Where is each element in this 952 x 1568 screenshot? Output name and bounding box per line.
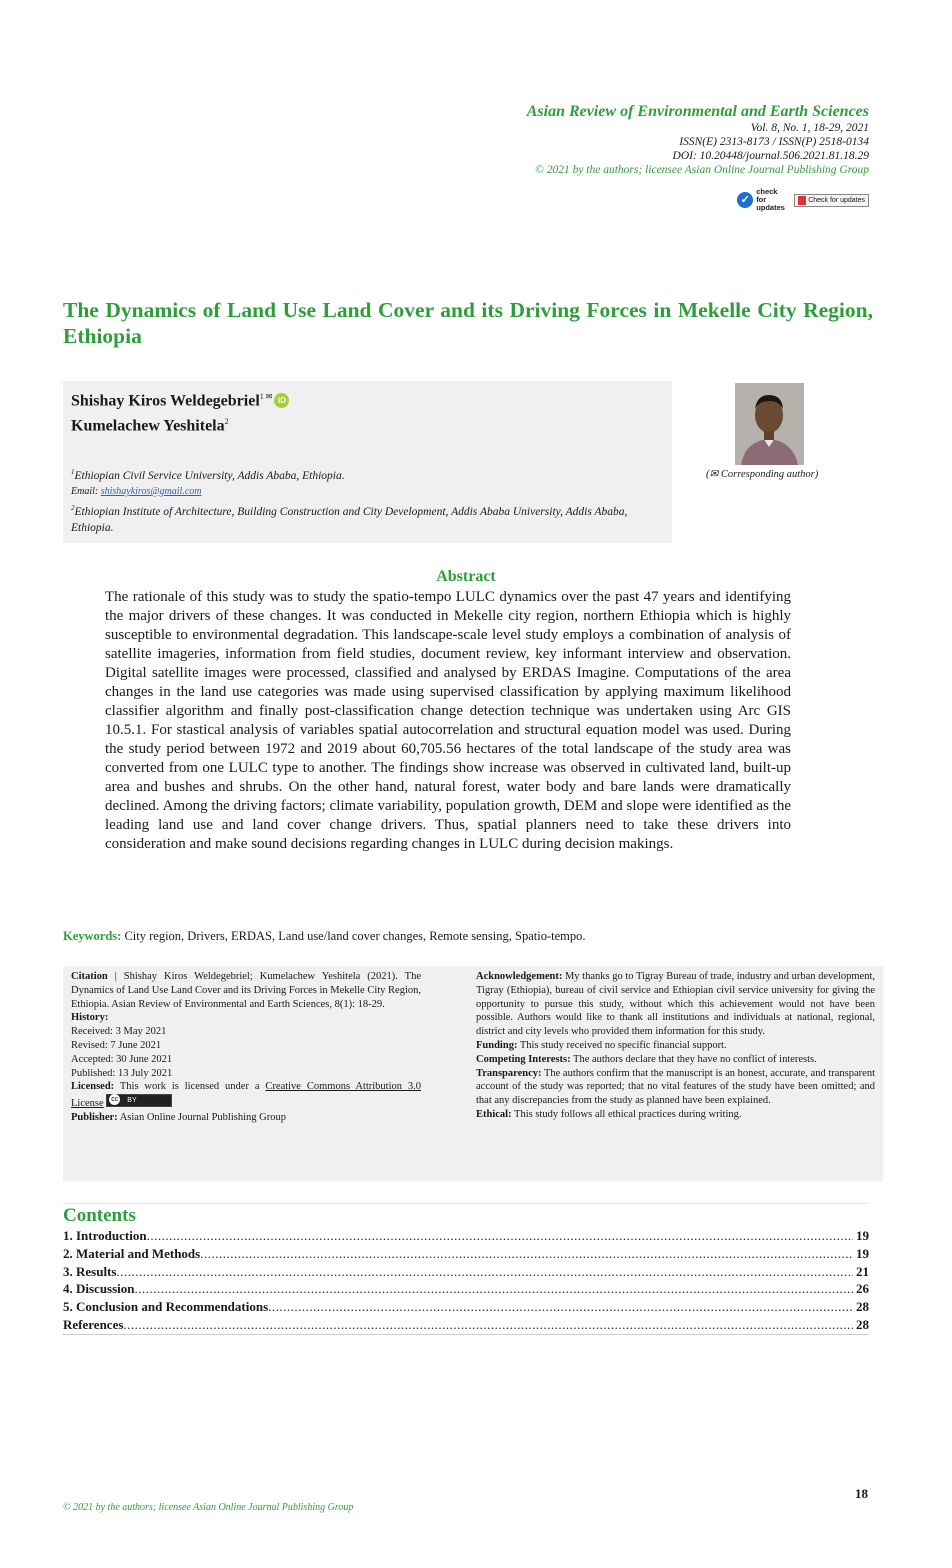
- license: Licensed: This work is licensed under a Creative Commons Attribution 3.0 License cc BY: [71, 1080, 421, 1111]
- article-title: The Dynamics of Land Use Land Cover and its Driving Forces in Mekelle City Region, Ethiopia: [63, 298, 873, 348]
- keywords-text: City region, Drivers, ERDAS, Land use/land cover changes, Remote sensing, Spatio-tempo.: [124, 929, 586, 943]
- contents-heading: Contents: [63, 1205, 136, 1226]
- check-for-updates-button[interactable]: [794, 194, 869, 207]
- orcid-icon[interactable]: iD: [274, 393, 289, 408]
- author-1: [71, 386, 289, 411]
- check-for-updates-badge[interactable]: [737, 188, 788, 212]
- check-updates-button-text: Check for updates: [808, 196, 865, 204]
- contents-bottom-divider: [63, 1334, 869, 1335]
- journal-issn: ISSN(E) 2313-8173 / ISSN(P) 2518-0134: [679, 136, 869, 148]
- author-name: Shishay Kiros Weldegebriel: [71, 392, 260, 410]
- toc-item-conclusion[interactable]: 5. Conclusion and Recommendations ..... 28: [63, 1299, 869, 1317]
- affiliation-2: $^2$Ethiopian Institute of Architecture, Building Construction and City Development, Addis Ababa University, Addis Ababa, Ethiopia.: [71, 503, 628, 534]
- page-number: 18: [855, 1486, 868, 1501]
- author-2: [71, 411, 289, 436]
- keywords-label: Keywords:: [63, 929, 122, 943]
- accepted-date: Accepted: 30 June 2021: [71, 1053, 173, 1065]
- author-sup: 2: [224, 417, 229, 427]
- license-link[interactable]: Creative Commons Attribution 3.0 License: [71, 1081, 422, 1110]
- journal-header: [269, 103, 869, 177]
- affiliation-1: $^1$Ethiopian Civil Service University, Addis Ababa, Ethiopia.: [71, 468, 345, 482]
- journal-volume: Vol. 8, No. 1, 18-29, 2021: [750, 122, 869, 134]
- toc-item-methods[interactable]: 2. Material and Methods ..... 19: [63, 1246, 869, 1264]
- corresponding-author-note: (✉ Corresponding author): [706, 469, 819, 480]
- journal-license-line: © 2021 by the authors; licensee Asian Online Journal Publishing Group: [535, 164, 869, 176]
- affiliations: [71, 464, 667, 536]
- author-email: Email: shishaykiros@gmail.com: [71, 485, 202, 497]
- toc-item-results[interactable]: 3. Results ..... 21: [63, 1264, 869, 1282]
- citation: Citation | Shishay Kiros Weldegebriel; Kumelachew Yeshitela (2021). The Dynamics of Land Use Land Cover and its Driving Forces in Mekelle City Region, Ethiopia. Asian Review of Environmental and Earth Sciences, 8(1): 18-29.: [71, 971, 421, 1010]
- check-icon: ✓: [737, 192, 753, 208]
- author-sup: 1 ✉: [259, 392, 273, 401]
- journal-name: Asian Review of Environmental and Earth Sciences: [526, 103, 869, 120]
- article-info-right: [476, 970, 875, 1122]
- contents-top-divider: [63, 1203, 869, 1204]
- abstract-heading: Abstract: [436, 568, 496, 585]
- author-photo: [735, 383, 804, 465]
- article-info-left: [71, 970, 421, 1125]
- email-link[interactable]: shishaykiros@gmail.com: [100, 485, 202, 497]
- ethical: Ethical: This study follows all ethical practices during writing.: [476, 1108, 742, 1120]
- revised-date: Revised: 7 June 2021: [71, 1039, 162, 1051]
- abstract-text: The rationale of this study was to study the spatio-tempo LULC dynamics over the past 47 years and identifying the major drivers of these changes. It was conducted in Mekelle city region, northern Ethiopia which is highly susceptible to environmental degradation. This landscape-scale level study employs a combination of analysis of satellite imageries, information from field studies, document review, key informant interview and observation. Digital satellite images were processed, classified and analysed by ERDAS Imagine. Computations of the area changes in the land use categories was made using supervised classification by applying maximum likelihood classifier algorithm and finally post-classification change detection technique was undertaken using Arc GIS 10.5.1. For stastical analysis of variables spatial autocorrelation and structural equation model was used. During the study period between 1972 and 2019 about 60,705.56 hectares of the total landscape of the study area was converted from one LULC type to another. The findings show increase was observed in cultivated land, built-up area and bushes and shrubs. On the other hand, natural forest, water body and bare lands were dramatically declined. Among the driving factors; climate variability, population growth, DEM and slope were identified as the leading land use and land cover change drivers. Thus, spatial planners need to take these drivers into consideration and make sound decisions regarding changes in LULC during decision makings.: [105, 589, 791, 852]
- keywords: [63, 929, 873, 944]
- published-date: Published: 13 July 2021: [71, 1067, 173, 1079]
- cc-by-icon[interactable]: [106, 1094, 172, 1107]
- footer-license: © 2021 by the authors; licensee Asian Online Journal Publishing Group: [63, 1502, 354, 1513]
- authors-list: [71, 386, 289, 437]
- check-updates-text: check for updates: [756, 187, 785, 212]
- check-updates-badges[interactable]: [737, 188, 869, 212]
- author-name: Kumelachew Yeshitela: [71, 417, 225, 435]
- funding: Funding: This study received no specific financial support.: [476, 1039, 727, 1051]
- toc-item-discussion[interactable]: 4. Discussion ..... 26: [63, 1281, 869, 1299]
- received-date: Received: 3 May 2021: [71, 1026, 167, 1038]
- transparency: Transparency: The authors confirm that the manuscript is an honest, accurate, and transparent account of the study was reported; that no vital features of the study have been omitted; and that any discrepancies from the study as planned have been explained.: [476, 1067, 875, 1107]
- history: History: Received: 3 May 2021 Revised: 7 June 2021 Accepted: 30 June 2021 Published: 13 July 2021: [71, 1011, 421, 1080]
- crossmark-icon: [798, 196, 806, 205]
- publisher: Publisher: Asian Online Journal Publishing Group: [71, 1111, 286, 1123]
- competing-interests: Competing Interests: The authors declare that they have no conflict of interests.: [476, 1053, 817, 1065]
- acknowledgement: Acknowledgement: My thanks go to Tigray Bureau of trade, industry and urban development, Tigray (Ethiopia), bureau of civil service and Ethiopian civil service university for giving the opportunity to pursue this study, without which this achievement would not have been possible. Authors would like to thank all institutions and individuals at national, regional, district and city levels who provided them information for this study.: [476, 971, 875, 1038]
- toc-item-introduction[interactable]: 1. Introduction ..... 19: [63, 1228, 869, 1246]
- toc-item-references[interactable]: References ..... 28: [63, 1317, 869, 1335]
- table-of-contents: [63, 1228, 869, 1335]
- journal-doi[interactable]: DOI: 10.20448/journal.506.2021.81.18.29: [672, 150, 869, 162]
